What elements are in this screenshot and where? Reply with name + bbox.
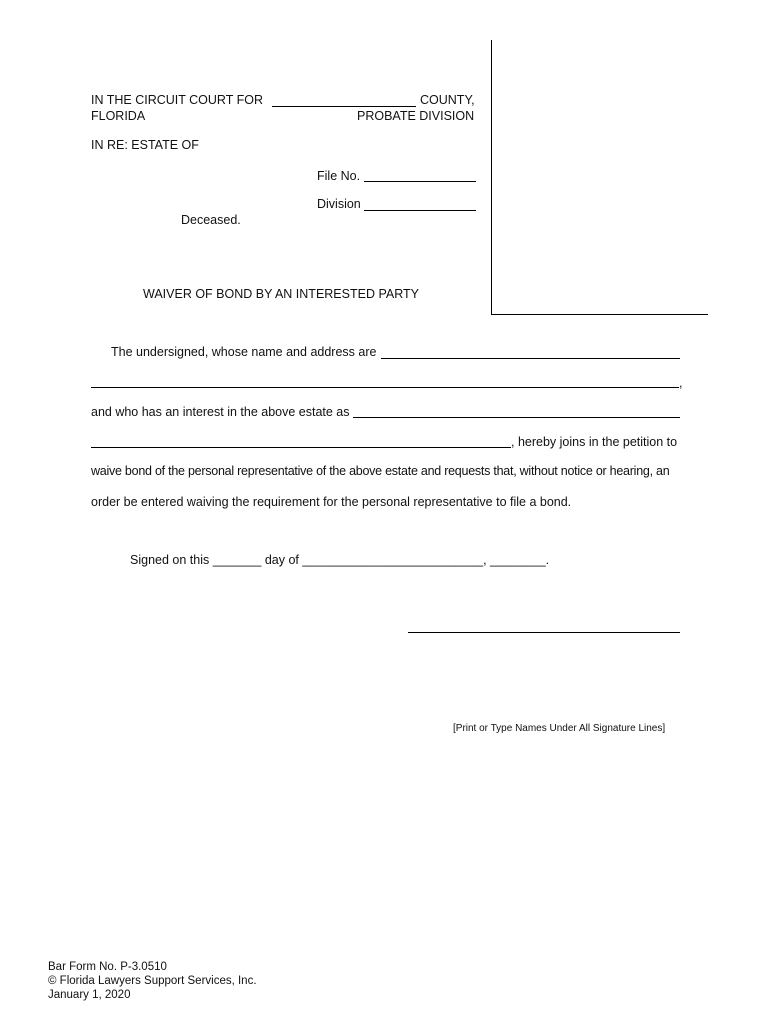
file-no-blank[interactable] [364,181,476,182]
deceased-label: Deceased. [181,213,241,227]
division-blank[interactable] [364,210,476,211]
body-line-1: The undersigned, whose name and address are [111,345,377,359]
in-re-estate-label: IN RE: ESTATE OF [91,138,199,152]
name-address-blank-2[interactable] [91,387,679,388]
document-title: WAIVER OF BOND BY AN INTERESTED PARTY [143,287,419,301]
state-label: FLORIDA [91,109,146,123]
division-heading: PROBATE DIVISION [357,109,475,123]
court-heading-prefix: IN THE CIRCUIT COURT FOR [91,93,264,107]
body-line-3: and who has an interest in the above estate as [91,405,350,419]
name-address-blank-1[interactable] [381,358,680,359]
county-label: COUNTY, [420,93,475,107]
interest-blank-2[interactable] [91,447,511,448]
signature-note: [Print or Type Names Under All Signature Lines] [453,723,666,734]
caption-box-right-border [491,40,492,314]
county-blank[interactable] [272,106,416,107]
file-no-label: File No. [317,169,361,183]
body-line-5: waive bond of the personal representative of the above estate and requests that, without notice or hearing, an [91,464,670,478]
signature-line[interactable] [408,632,680,633]
interest-blank-1[interactable] [353,417,680,418]
body-line-6: order be entered waiving the requirement for the personal representative to file a bond. [91,495,572,509]
body-line-4: , hereby joins in the petition to [511,435,678,449]
division-label: Division [317,197,361,211]
footer-date: January 1, 2020 [48,989,131,1001]
footer-copyright: © Florida Lawyers Support Services, Inc. [48,975,257,987]
body-line-2-comma: , [679,376,683,390]
signed-on-line: Signed on this _______ day of __________________________, ________. [130,553,550,567]
footer-form-number: Bar Form No. P-3.0510 [48,961,167,973]
caption-box-bottom-border [491,314,708,315]
